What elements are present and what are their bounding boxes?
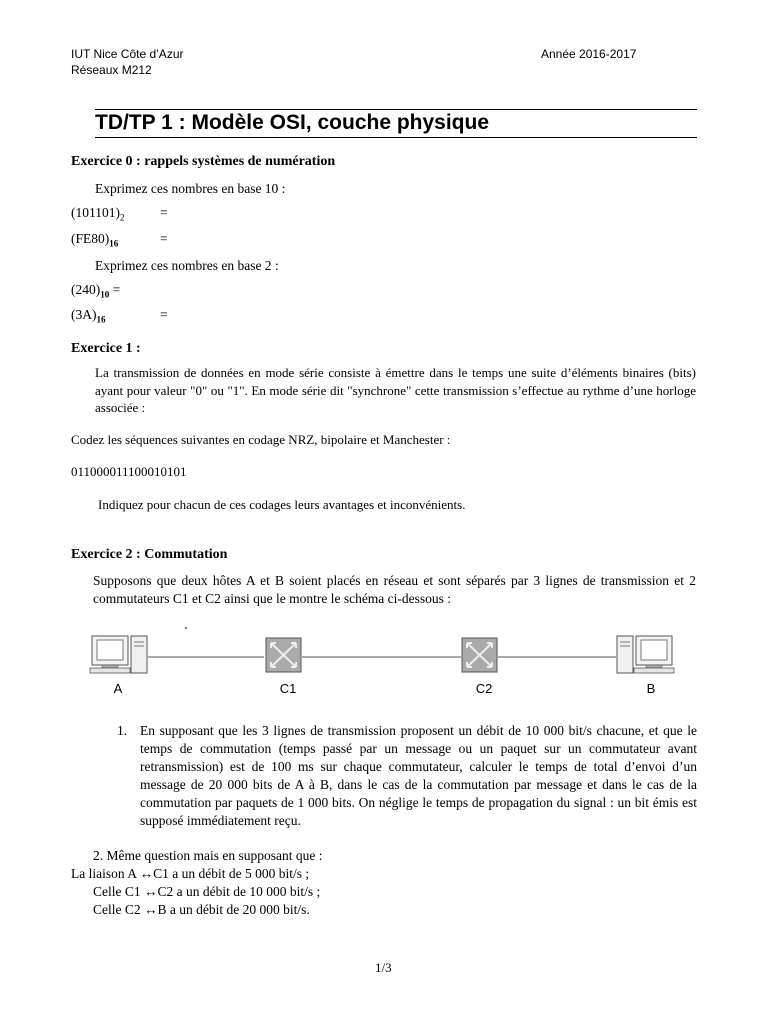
computer-icon-host-b <box>617 636 674 673</box>
stray-dot <box>185 627 187 629</box>
equals-sign: = <box>160 231 168 246</box>
network-diagram <box>80 620 690 700</box>
number-value: (101101) <box>71 205 120 220</box>
ex0-heading: Exercice 0 : rappels systèmes de numération <box>71 154 336 169</box>
number-row-1 <box>71 205 271 223</box>
ex1-heading: Exercice 1 : <box>71 341 141 356</box>
equals-sign: = <box>112 282 121 297</box>
ex0-instr-base10: Exprimez ces nombres en base 10 : <box>95 181 286 196</box>
q1-number: 1. <box>117 723 128 738</box>
number-base: 16 <box>96 314 106 325</box>
header-institution: IUT Nice Côte d’Azur <box>71 47 184 61</box>
number-base: 2 <box>120 212 125 223</box>
q2-link-c2-b: Celle C2 ↔B a un débit de 20 000 bit/s. <box>93 902 310 917</box>
computer-icon-host-a <box>90 636 147 673</box>
q2-intro: 2. Même question mais en supposant que : <box>93 848 323 863</box>
ex2-paragraph: Supposons que deux hôtes A et B soient placés en réseau et sont séparés par 3 lignes de transmission et 2 commutateurs C1 et C2 ainsi que le montre le schéma ci-dessous : <box>93 573 696 606</box>
number-value: (FE80) <box>71 231 110 246</box>
ex1-question: Indiquez pour chacun de ces codages leurs avantages et inconvénients. <box>98 497 466 512</box>
number-row-2 <box>71 231 271 249</box>
diagram-label-a: A <box>113 681 123 696</box>
q2-link-a-c1: La liaison A ↔C1 a un débit de 5 000 bit/s ; <box>71 866 310 881</box>
switch-icon-c2 <box>462 638 497 672</box>
q2-link-c1-c2: Celle C1 ↔C2 a un débit de 10 000 bit/s ; <box>93 884 321 899</box>
ex2-heading: Exercice 2 : Commutation <box>71 547 228 562</box>
ex1-bit-sequence: 011000011100010101 <box>71 464 187 479</box>
equals-sign: = <box>160 307 168 322</box>
diagram-label-b: B <box>646 681 656 696</box>
number-value: (3A) <box>71 307 97 322</box>
diagram-label-c1: C1 <box>279 681 297 696</box>
ex1-paragraph: La transmission de données en mode série consiste à émettre dans le temps une suite d’éléments binaires (bits) ayant pour valeur "0" ou "1". En mode série dit "synchrone" cette transmission s’effectue au rythme d’une horloge associée : <box>95 365 696 415</box>
title-bottom-rule <box>95 137 697 138</box>
number-row-4 <box>71 307 271 325</box>
header-course: Réseaux M212 <box>71 63 152 77</box>
switch-icon-c1 <box>266 638 301 672</box>
ex0-instr-base2: Exprimez ces nombres en base 2 : <box>95 258 279 273</box>
ex1-instruction: Codez les séquences suivantes en codage NRZ, bipolaire et Manchester : <box>71 432 451 447</box>
diagram-label-c2: C2 <box>475 681 493 696</box>
page-number: 1/3 <box>375 960 392 975</box>
number-value: (240) <box>71 282 101 297</box>
page-title: TD/TP 1 : Modèle OSI, couche physique <box>95 111 490 134</box>
number-base: 10 <box>100 289 110 300</box>
header-year: Année 2016-2017 <box>541 47 637 61</box>
number-base: 16 <box>109 238 119 249</box>
number-row-3 <box>71 282 271 300</box>
q1-text: En supposant que les 3 lignes de transmission proposent un débit de 10 000 bit/s chacune, et que le temps de commutation (temps passé par un message ou un paquet sur un commutateur avant retransmission) est de 100 ms sur chaque commutateur, calculer le temps de total d’envoi d’un message de 20 000 bits de A à B, dans le cas de la commutation par message et dans le cas de la commutation par paquets de 1 000 bits. On néglige le temps de propagation du signal : un bit émis est supposé immédiatement reçu. <box>140 723 697 828</box>
equals-sign: = <box>160 205 168 220</box>
